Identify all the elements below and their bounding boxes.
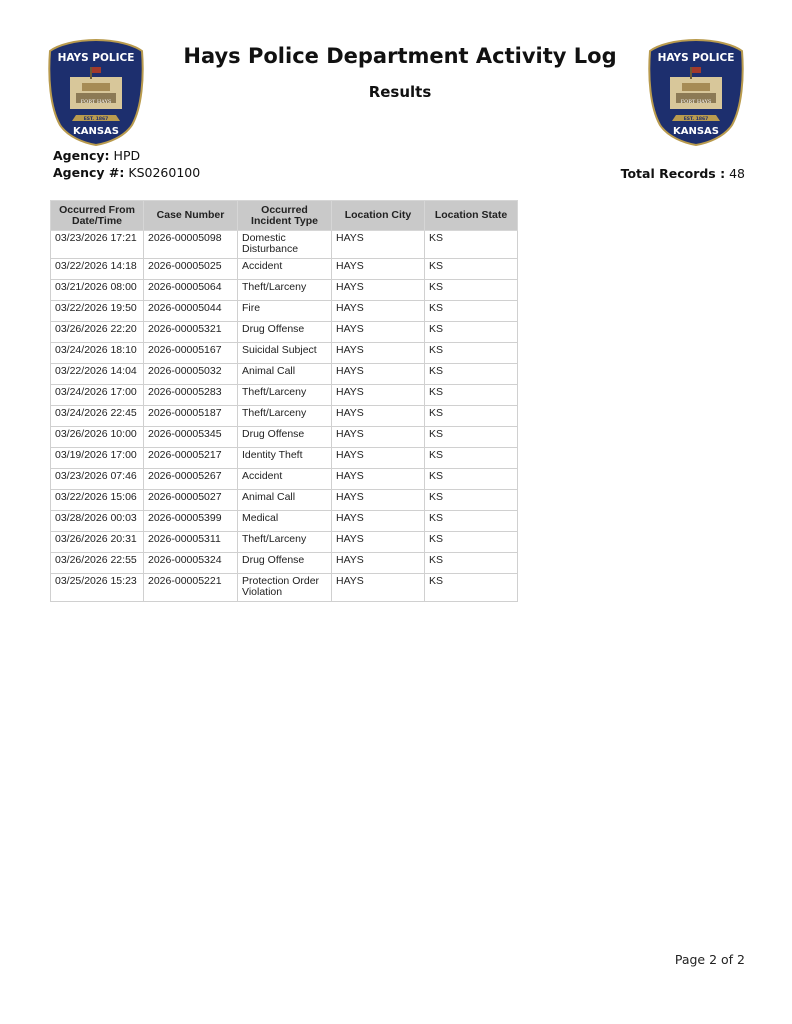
cell-state: KS <box>425 231 518 259</box>
cell-datetime: 03/23/2026 17:21 <box>51 231 144 259</box>
cell-datetime: 03/24/2026 22:45 <box>51 406 144 427</box>
cell-incident-type: Accident <box>238 259 332 280</box>
cell-city: HAYS <box>332 343 425 364</box>
table-row <box>51 574 518 602</box>
badge-ribbon-text: EST. 1867 <box>83 117 109 122</box>
table-row <box>51 364 518 385</box>
cell-datetime: 03/23/2026 07:46 <box>51 469 144 490</box>
cell-case-number: 2026-00005025 <box>144 259 238 280</box>
total-records-label: Total Records : <box>620 166 726 181</box>
cell-state: KS <box>425 322 518 343</box>
cell-city: HAYS <box>332 427 425 448</box>
cell-city: HAYS <box>332 448 425 469</box>
cell-datetime: 03/26/2026 10:00 <box>51 427 144 448</box>
cell-city: HAYS <box>332 553 425 574</box>
table-row <box>51 490 518 511</box>
cell-state: KS <box>425 490 518 511</box>
total-records-value: 48 <box>729 166 745 181</box>
agency-name-value: HPD <box>113 148 141 163</box>
cell-incident-type: Drug Offense <box>238 322 332 343</box>
table-header-row <box>51 201 518 231</box>
cell-datetime: 03/22/2026 14:04 <box>51 364 144 385</box>
table-row <box>51 532 518 553</box>
badge-middle-text: FORT HAYS <box>80 99 112 105</box>
cell-case-number: 2026-00005098 <box>144 231 238 259</box>
cell-city: HAYS <box>332 280 425 301</box>
cell-incident-type: Medical <box>238 511 332 532</box>
cell-state: KS <box>425 553 518 574</box>
cell-incident-type: Drug Offense <box>238 553 332 574</box>
agency-name-line <box>53 148 140 163</box>
agency-number-label: Agency #: <box>53 165 125 180</box>
cell-city: HAYS <box>332 322 425 343</box>
cell-datetime: 03/26/2026 20:31 <box>51 532 144 553</box>
table-row <box>51 406 518 427</box>
table-row <box>51 469 518 490</box>
cell-datetime: 03/24/2026 18:10 <box>51 343 144 364</box>
cell-city: HAYS <box>332 406 425 427</box>
cell-city: HAYS <box>332 511 425 532</box>
agency-number-line <box>53 165 200 180</box>
cell-incident-type: Animal Call <box>238 364 332 385</box>
cell-case-number: 2026-00005321 <box>144 322 238 343</box>
table-row <box>51 343 518 364</box>
cell-datetime: 03/22/2026 19:50 <box>51 301 144 322</box>
cell-incident-type: Theft/Larceny <box>238 532 332 553</box>
cell-datetime: 03/26/2026 22:20 <box>51 322 144 343</box>
cell-incident-type: Theft/Larceny <box>238 406 332 427</box>
hays-police-badge-right <box>646 37 746 147</box>
table-row <box>51 259 518 280</box>
cell-case-number: 2026-00005399 <box>144 511 238 532</box>
column-header-case-number: Case Number <box>144 201 238 231</box>
cell-datetime: 03/28/2026 00:03 <box>51 511 144 532</box>
report-subtitle: Results <box>368 83 432 101</box>
table-row <box>51 322 518 343</box>
report-title: Hays Police Department Activity Log <box>183 44 617 68</box>
table-row <box>51 280 518 301</box>
cell-incident-type: Identity Theft <box>238 448 332 469</box>
cell-datetime: 03/22/2026 15:06 <box>51 490 144 511</box>
cell-state: KS <box>425 259 518 280</box>
table-row <box>51 385 518 406</box>
cell-incident-type: Fire <box>238 301 332 322</box>
hays-police-badge-left <box>46 37 146 147</box>
cell-case-number: 2026-00005345 <box>144 427 238 448</box>
cell-city: HAYS <box>332 364 425 385</box>
cell-state: KS <box>425 364 518 385</box>
badge-bottom-text: KANSAS <box>672 126 720 137</box>
agency-number-value: KS0260100 <box>128 165 201 180</box>
cell-incident-type: Protection Order Violation <box>238 574 332 602</box>
cell-incident-type: Drug Offense <box>238 427 332 448</box>
cell-state: KS <box>425 343 518 364</box>
cell-state: KS <box>425 406 518 427</box>
badge-top-text: HAYS POLICE <box>657 52 735 64</box>
cell-case-number: 2026-00005221 <box>144 574 238 602</box>
column-header-incident-type: Occurred Incident Type <box>238 201 332 231</box>
cell-state: KS <box>425 532 518 553</box>
cell-city: HAYS <box>332 259 425 280</box>
cell-case-number: 2026-00005283 <box>144 385 238 406</box>
table-row <box>51 427 518 448</box>
cell-case-number: 2026-00005032 <box>144 364 238 385</box>
column-header-location-state: Location State <box>425 201 518 231</box>
table-row <box>51 301 518 322</box>
cell-datetime: 03/26/2026 22:55 <box>51 553 144 574</box>
badge-ribbon-text: EST. 1867 <box>683 117 709 122</box>
cell-datetime: 03/25/2026 15:23 <box>51 574 144 602</box>
cell-state: KS <box>425 280 518 301</box>
cell-city: HAYS <box>332 385 425 406</box>
column-header-occurred-datetime: Occurred From Date/Time <box>51 201 144 231</box>
cell-city: HAYS <box>332 469 425 490</box>
table-row <box>51 511 518 532</box>
total-records <box>621 166 745 181</box>
column-header-location-city: Location City <box>332 201 425 231</box>
cell-city: HAYS <box>332 231 425 259</box>
cell-incident-type: Domestic Disturbance <box>238 231 332 259</box>
badge-bottom-text: KANSAS <box>72 126 120 137</box>
table-row <box>51 553 518 574</box>
table-row <box>51 448 518 469</box>
cell-state: KS <box>425 385 518 406</box>
cell-city: HAYS <box>332 532 425 553</box>
cell-state: KS <box>425 511 518 532</box>
cell-case-number: 2026-00005311 <box>144 532 238 553</box>
cell-case-number: 2026-00005187 <box>144 406 238 427</box>
page-number: Page 2 of 2 <box>674 952 745 967</box>
cell-datetime: 03/22/2026 14:18 <box>51 259 144 280</box>
cell-incident-type: Theft/Larceny <box>238 280 332 301</box>
cell-datetime: 03/24/2026 17:00 <box>51 385 144 406</box>
cell-state: KS <box>425 469 518 490</box>
cell-case-number: 2026-00005267 <box>144 469 238 490</box>
cell-incident-type: Animal Call <box>238 490 332 511</box>
cell-case-number: 2026-00005064 <box>144 280 238 301</box>
cell-case-number: 2026-00005044 <box>144 301 238 322</box>
activity-log-table <box>50 200 518 602</box>
badge-middle-text: FORT HAYS <box>680 99 712 105</box>
cell-datetime: 03/21/2026 08:00 <box>51 280 144 301</box>
cell-case-number: 2026-00005217 <box>144 448 238 469</box>
cell-state: KS <box>425 574 518 602</box>
cell-state: KS <box>425 301 518 322</box>
cell-datetime: 03/19/2026 17:00 <box>51 448 144 469</box>
cell-incident-type: Accident <box>238 469 332 490</box>
cell-state: KS <box>425 427 518 448</box>
cell-city: HAYS <box>332 490 425 511</box>
cell-case-number: 2026-00005167 <box>144 343 238 364</box>
cell-incident-type: Theft/Larceny <box>238 385 332 406</box>
cell-case-number: 2026-00005027 <box>144 490 238 511</box>
cell-incident-type: Suicidal Subject <box>238 343 332 364</box>
cell-state: KS <box>425 448 518 469</box>
cell-city: HAYS <box>332 301 425 322</box>
agency-name-label: Agency: <box>53 148 110 163</box>
badge-top-text: HAYS POLICE <box>57 52 135 64</box>
cell-city: HAYS <box>332 574 425 602</box>
table-row <box>51 231 518 259</box>
cell-case-number: 2026-00005324 <box>144 553 238 574</box>
